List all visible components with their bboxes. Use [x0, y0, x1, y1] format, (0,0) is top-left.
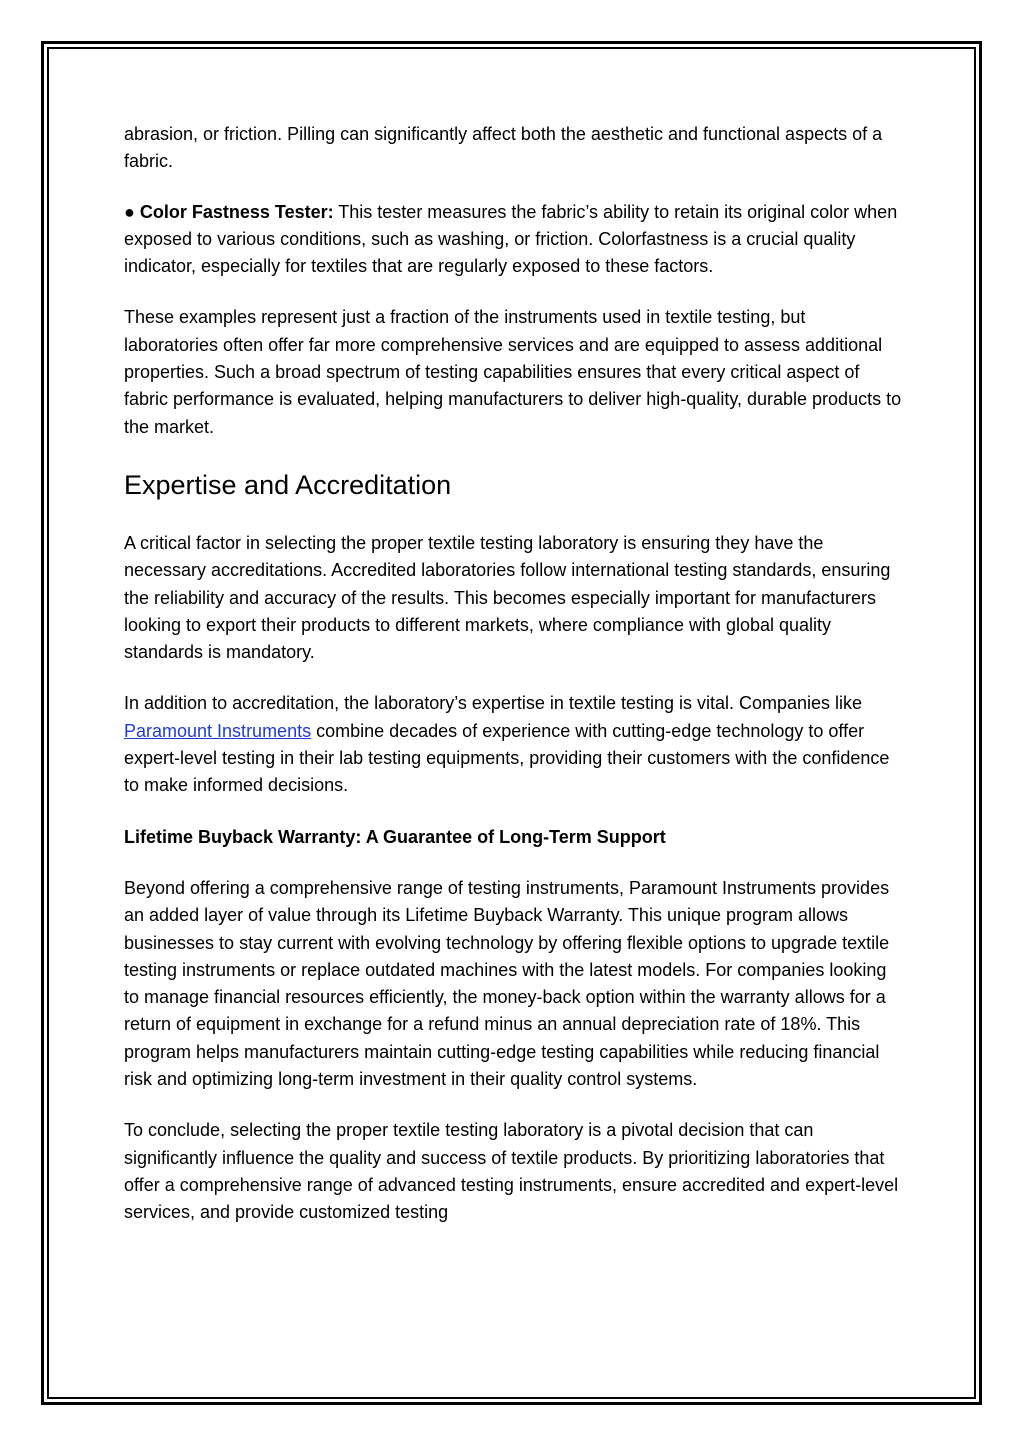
- paragraph-warranty: Beyond offering a comprehensive range of testing instruments, Paramount Instruments provides an added layer of value through its Lifetime Buyback Warranty. This unique program allows businesses to stay current with evolving technology by offering flexible options to upgrade textile testing instruments or replace outdated machines with the latest models. For companies looking to manage financial resources efficiently, the money-back option within the warranty allows for a return of equipment in exchange for a refund minus an annual depreciation rate of 18%. This program helps manufacturers maintain cutting-edge testing capabilities while reducing financial risk and optimizing long-term investment in their quality control systems.: [124, 877, 890, 1090]
- color-fastness-label: Color Fastness Tester:: [139, 201, 334, 222]
- warranty-subheading: Lifetime Buyback Warranty: A Guarantee of Long-Term Support: [124, 826, 666, 847]
- paragraph-expertise: [124, 690, 904, 799]
- section-heading: Expertise and Accreditation: [124, 469, 452, 500]
- bullet-icon: ●: [124, 201, 140, 222]
- paramount-instruments-link[interactable]: Paramount Instruments: [124, 720, 312, 741]
- paragraph-examples: These examples represent just a fraction of the instruments used in textile testing, but laboratories often offer far more comprehensive services and are equipped to assess additional properties. Such a broad spectrum of testing capabilities ensures that every critical aspect of fabric performance is evaluated, helping manufacturers to deliver high-quality, durable products to the market.: [124, 307, 902, 437]
- color-fastness-text: This tester measures the fabric’s ability to retain its original color when exposed to various conditions, such as washing, or friction. Colorfastness is a crucial quality indicator, especially for textiles that are regularly exposed to these factors.: [124, 201, 898, 277]
- paragraph-accreditation: A critical factor in selecting the proper textile testing laboratory is ensuring they have the necessary accreditations. Accredited laboratories follow international testing standards, ensuring the reliability and accuracy of the results. This becomes especially important for manufacturers looking to export their products to different markets, where compliance with global quality standards is mandatory.: [124, 532, 891, 663]
- expertise-text-after: combine decades of experience with cutting-edge technology to offer expert-level testing in their lab testing equipments, providing their customers with the confidence to make informed decisions.: [124, 720, 890, 796]
- paragraph-color-fastness: [124, 199, 904, 281]
- paragraph-conclusion: To conclude, selecting the proper textile testing laboratory is a pivotal decision that can significantly influence the quality and success of textile products. By prioritizing laboratories that offer a comprehensive range of advanced testing instruments, ensure accredited and expert-level services, and provide customized testing: [124, 1120, 899, 1223]
- document-body: [124, 121, 904, 1227]
- paragraph-pilling: abrasion, or friction. Pilling can significantly affect both the aesthetic and functional aspects of a fabric.: [124, 124, 883, 172]
- expertise-text-before: In addition to accreditation, the laboratory’s expertise in textile testing is vital. Companies like: [124, 693, 863, 714]
